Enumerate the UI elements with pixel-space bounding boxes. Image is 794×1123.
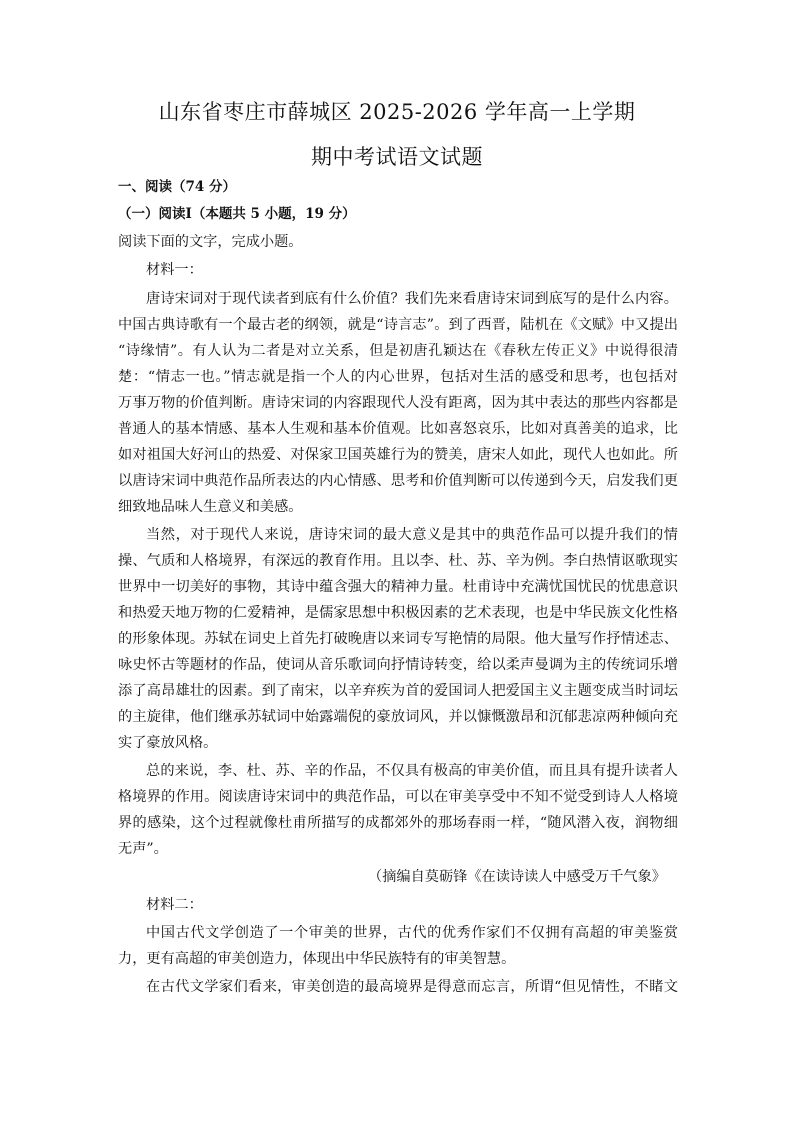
document-title-line1: 山东省枣庄市薛城区 2025-2026 学年高一上学期: [158, 100, 636, 124]
paragraph-line: 万事万物的价值判断。唐诗宋词的内容跟现代人没有距离，因为其中表达的那些内容都是: [118, 395, 678, 411]
paragraph-line: 唐诗宋词对于现代读者到底有什么价值？我们先来看唐诗宋词到底写的是什么内容。: [146, 291, 678, 307]
paragraph-line: 中国古代文学创造了一个审美的世界，古代的优秀作家们不仅拥有高超的审美鉴赏: [146, 925, 678, 941]
paragraph-line: 总的来说，李、杜、苏、辛的作品，不仅具有极高的审美价值，而且具有提升读者人: [146, 763, 678, 779]
paragraph-line: 楚：“情志一也。”情志就是指一个人的内心世界，包括对生活的感受和思考，也包括对: [118, 369, 678, 385]
paragraph-line: 力，更有高超的审美创造力，体现出中华民族特有的审美智慧。: [118, 951, 516, 967]
section-subheading: （一）阅读Ⅰ（本题共 5 小题，19 分）: [118, 206, 356, 222]
paragraph-line: 世界中一切美好的事物，其诗中蕴含强大的精神力量。杜甫诗中充满忧国忧民的忧患意识: [118, 579, 678, 595]
paragraph-line: 以唐诗宋词中典范作品所表达的内心情感、思考和价值判断可以传递到今天，启发我们更: [118, 473, 678, 489]
paragraph-line: “诗缘情”。有人认为二者是对立关系，但是初唐孔颖达在《春秋左传正义》中说得很清: [118, 343, 678, 359]
paragraph-line: 咏史怀古等题材的作品，使词从音乐歌词向抒情诗转变，给以柔声曼调为主的传统词乐增: [118, 657, 678, 673]
paragraph-line: 在古代文学家们看来，审美创造的最高境界是得意而忘言，所谓“但见情性，不睹文: [146, 979, 678, 995]
material2-label: 材料二：: [146, 897, 203, 913]
material1-label: 材料一：: [146, 262, 203, 278]
paragraph-line: 界的感染，这个过程就像杜甫所描写的成都郊外的那场春雨一样，“随风潜入夜，润物细: [118, 815, 678, 831]
paragraph-line: 无声”。: [118, 841, 168, 857]
paragraph-line: 添了高昂雄壮的因素。到了南宋，以辛弃疾为首的爱国词人把爱国主义主题变成当时词坛: [118, 683, 678, 699]
paragraph-line: 细致地品味人生意义和美感。: [118, 499, 303, 515]
paragraph-line: 格境界的作用。阅读唐诗宋词中的典范作品，可以在审美享受中不知不觉受到诗人人格境: [118, 789, 678, 805]
paragraph-line: 操、气质和人格境界，有深远的教育作用。且以李、杜、苏、辛为例。李白热情讴歌现实: [118, 553, 678, 569]
paragraph-line: 当然，对于现代人来说，唐诗宋词的最大意义是其中的典范作品可以提升我们的情: [146, 527, 678, 543]
paragraph-line: 和热爱天地万物的仁爱精神，是儒家思想中积极因素的艺术表现，也是中华民族文化性格: [118, 605, 678, 621]
material1-source: （摘编自莫砺锋《在读诗读人中感受万千气象》: [368, 869, 666, 885]
document-title-line2: 期中考试语文试题: [311, 145, 483, 169]
paragraph-line: 的主旋律，他们继承苏轼词中始露端倪的豪放词风，并以慷慨激昂和沉郁悲凉两种倾向充: [118, 709, 678, 725]
paragraph-line: 普通人的基本情感、基本人生观和基本价值观。比如喜怒哀乐，比如对真善美的追求，比: [118, 421, 678, 437]
instruction-text: 阅读下面的文字，完成小题。: [118, 234, 303, 250]
paragraph-line: 如对祖国大好河山的热爱、对保家卫国英雄行为的赞美，唐宋人如此，现代人也如此。所: [118, 447, 678, 463]
paragraph-line: 中国古典诗歌有一个最古老的纲领，就是“诗言志”。到了西晋，陆机在《文赋》中又提出: [118, 317, 678, 333]
paragraph-line: 的形象体现。苏轼在词史上首先打破晚唐以来词专写艳情的局限。他大量写作抒情述志、: [118, 631, 678, 647]
section-heading: 一、阅读（74 分）: [118, 179, 236, 195]
paragraph-line: 实了豪放风格。: [118, 735, 218, 751]
